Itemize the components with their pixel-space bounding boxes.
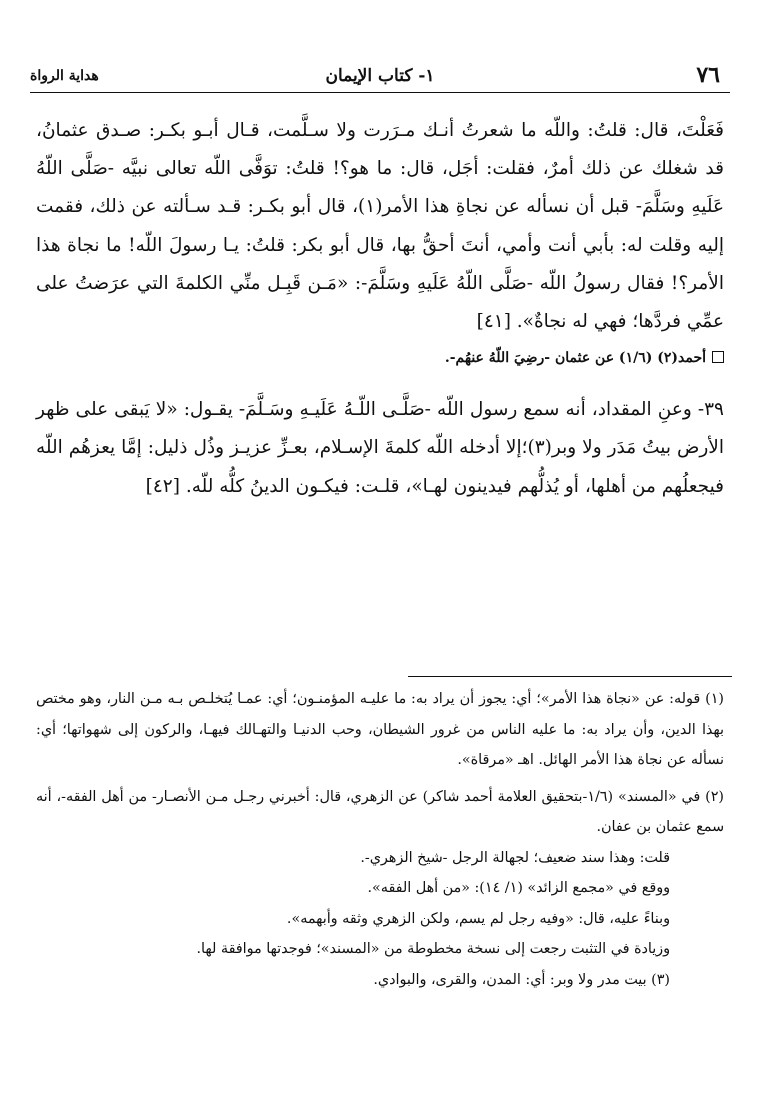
book-title: هداية الرواة	[30, 68, 99, 84]
square-marker-icon	[712, 351, 724, 363]
footnote-2: (٢) في «المسند» (١/٦-بتحقيق العلامة أحمد شاكر) عن الزهري، قال: أخبرني رجـل مـن الأنصـار- من أهل الفقه-، أنه سمع عثمان بن عفان.	[36, 788, 724, 835]
footnote-3: (٣) بيت مدر ولا وبر: أي: المدن، والقرى، والبوادي.	[373, 971, 670, 988]
footnotes	[36, 684, 724, 995]
chapter-title: ١- كتاب الإيمان	[325, 66, 435, 86]
footnote-2-line: وزيادة في التثبت رجعت إلى نسخة مخطوطة من «المسند»؛ فوجدتها موافقة لها.	[196, 941, 670, 957]
header-divider	[30, 92, 730, 93]
page-number: ٧٦	[696, 62, 720, 88]
footnote-2-line: قلت: وهذا سند ضعيف؛ لجهالة الرجل -شيخ الزهري-.	[360, 849, 670, 866]
footnote-2-line: ووقع في «مجمع الزائد» (١/ ١٤): «من أهل الفقه».	[367, 880, 670, 896]
source-text: أحمد(٢) (١/٦) عن عثمان -رضِيَ اللّهُ عنهُم-.	[444, 350, 706, 367]
page-header	[30, 60, 730, 94]
hadith-41-text: فَعَلْتَ، قال: قلتُ: واللّه ما شعرتُ أنـك مـرَرت ولا سـلَّمت، قـال أبـو بكـر: صـدق عثمانُ، قد شغلك عن ذلك أمرٌ، فقلت: أجَل، قال: ما هو؟! قلتُ: توَفَّى اللّه تعالى نبيَّه -صَلَّى اللّهُ عَلَيهِ وسَلَّمَ- قبل أن نسأله عن نجاةِ هذا الأمر(١)، قال أبو بكـر: قـد سـألته عن ذلك، فقمت إليه وقلت له: بأبي أنت وأمي، أنتَ أحقُّ بها، قال أبو بكر: قلتُ: يـا رسولَ اللّه! ما نجاة هذا الأمر؟! فقال رسولُ اللّه -صَلَّى اللّهُ عَلَيهِ وسَلَّمَ-: «مَـن قَبِـل منِّي الكلمةَ التي عرَضتُ على عمِّي فردَّها؛ فهي له نجاةٌ». [٤١]	[36, 120, 724, 333]
hadith-41-source	[36, 347, 724, 369]
footnote-1: (١) قوله: عن «نجاة هذا الأمر»؛ أي: يجوز أن يراد به: ما عليـه المؤمنـون؛ أي: عمـا يُتخلـص بـه مـن النار، وهو مختص بهذا الدين، وأن يراد به: ما عليه الناس من غرور الشيطان، وحب الدنيـا والتهـالك فيهـا، والركون إلى شهواتها؛ أي: نسأله عن نجاة هذا الأمر الهائل. اهـ «مرقاة».	[36, 691, 724, 768]
footnote-2-line: وبناءً عليه، قال: «وفيه رجل لم يسم، ولكن الزهري وثقه وأبهمه».	[286, 910, 670, 927]
main-text	[36, 112, 724, 506]
footnote-divider	[408, 676, 732, 677]
hadith-39-text: ٣٩- وعنِ المقداد، أنه سمع رسول اللّه -صَلَّـى اللّـهُ عَلَيـهِ وسَـلَّمَ- يقـول: «لا يَبقى على ظهر الأرض بيتُ مَدَر ولا وبر(٣)؛إلا أدخله اللّه كلمةَ الإسـلام، بعـزِّ عزيـز وذُل ذليل: إمَّا يعزهُم اللّه فيجعلُهم من أهلها، أو يُذلُّهم فيدينون لهـا»، قلـت: فيكـون الدينُ كلُّه للّه. [٤٢]	[36, 399, 724, 497]
